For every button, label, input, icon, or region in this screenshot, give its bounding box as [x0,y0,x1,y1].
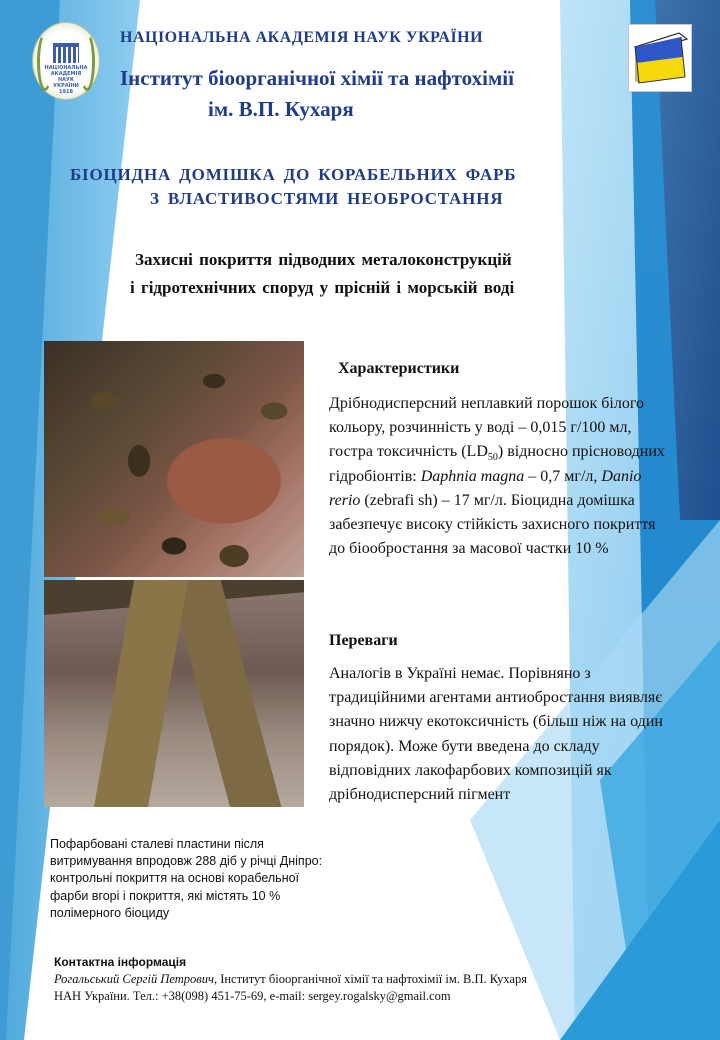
caption-line: фарби вгорі і покриття, які містять 10 % [50,888,281,903]
ld-subscript: 50 [487,452,498,464]
nasu-logo-year: 1918 [59,89,73,95]
contact-person-name: Рогальський Сергій Петрович [54,972,214,986]
contact-line2: НАН України. Тел.: +38(098) 451-75-69, e-mail: sergey.rogalsky@gmail.com [54,989,451,1003]
nasu-logo-text-1: НАЦІОНАЛЬНА [44,65,88,71]
characteristics-heading: Характеристики [338,360,460,377]
species-daphnia: Daphnia magna [420,467,525,485]
characteristics-text-part: ) відносно прісноводних гідробіонтів: [329,443,665,485]
caption-line: полімерного біоциду [50,905,170,920]
contact-heading: Контактна інформація [54,955,187,969]
photo-caption [50,836,390,922]
nasu-logo [32,22,100,100]
subtitle-line2: і гідротехнічних споруд у прісній і морській воді [130,278,515,297]
institute-name-line2: ім. В.П. Кухаря [208,97,354,121]
advantages-text: Аналогів в Україні немає. Порівняно з традиційними агентами антиобростання виявляє значно нижчу екотоксичність (більш ніж на один порядок). Може бути введена до складу відповідних лакофарбових композицій як дрібнодисперсний пігмент [329,665,663,804]
main-title-line2: З ВЛАСТИВОСТЯМИ НЕОБРОСТАННЯ [150,189,504,208]
characteristics-text-part: (zebrafi sh) – 17 мг/л. Біоцидна домішка забезпечує високу стійкість захисного покриття до біообростання за масової частки 10 % [329,491,656,558]
caption-line: контрольні покриття на основі корабельної [50,871,300,886]
steel-plates-photo [44,580,304,807]
advantages-heading: Переваги [329,632,398,649]
caption-line: Пофарбовані сталеві пластини після [50,837,264,851]
species-danio: Danio rerio [329,467,642,509]
institute-logo [628,24,692,92]
contact-line1 [54,972,527,987]
academy-name: НАЦІОНАЛЬНА АКАДЕМІЯ НАУК УКРАЇНИ [120,29,484,46]
caption-line: витримування впродовж 288 діб у річці Дніпро: [50,854,323,869]
characteristics-text-part: – 0,7 мг/л, [524,467,602,485]
institute-logo-icon [629,25,691,91]
contact-affiliation: , Інститут біоорганічної хімії та нафтохімії ім. В.П. Кухаря [213,972,528,986]
nasu-logo-text-4: УКРАЇНИ [53,83,79,89]
academy-building-icon [53,43,79,63]
nasu-logo-text-3: НАУК [58,77,74,83]
main-title-line1: БІОЦИДНА ДОМІШКА ДО КОРАБЕЛЬНИХ ФАРБ [70,165,517,184]
characteristics-text-part: Дрібнодисперсний неплавкий порошок білого кольору, розчинність у воді – 0,015 г/100 мл, гостра токсичність (LD [329,395,645,461]
nasu-logo-text-2: АКАДЕМІЯ [50,71,82,77]
characteristics-text [329,392,665,561]
subtitle-line1: Захисні покриття підводних металоконструкцій [135,250,512,269]
mussels-photo [44,341,304,577]
institute-name-line1: Інститут біоорганічної хімії та нафтохімії [120,66,514,90]
